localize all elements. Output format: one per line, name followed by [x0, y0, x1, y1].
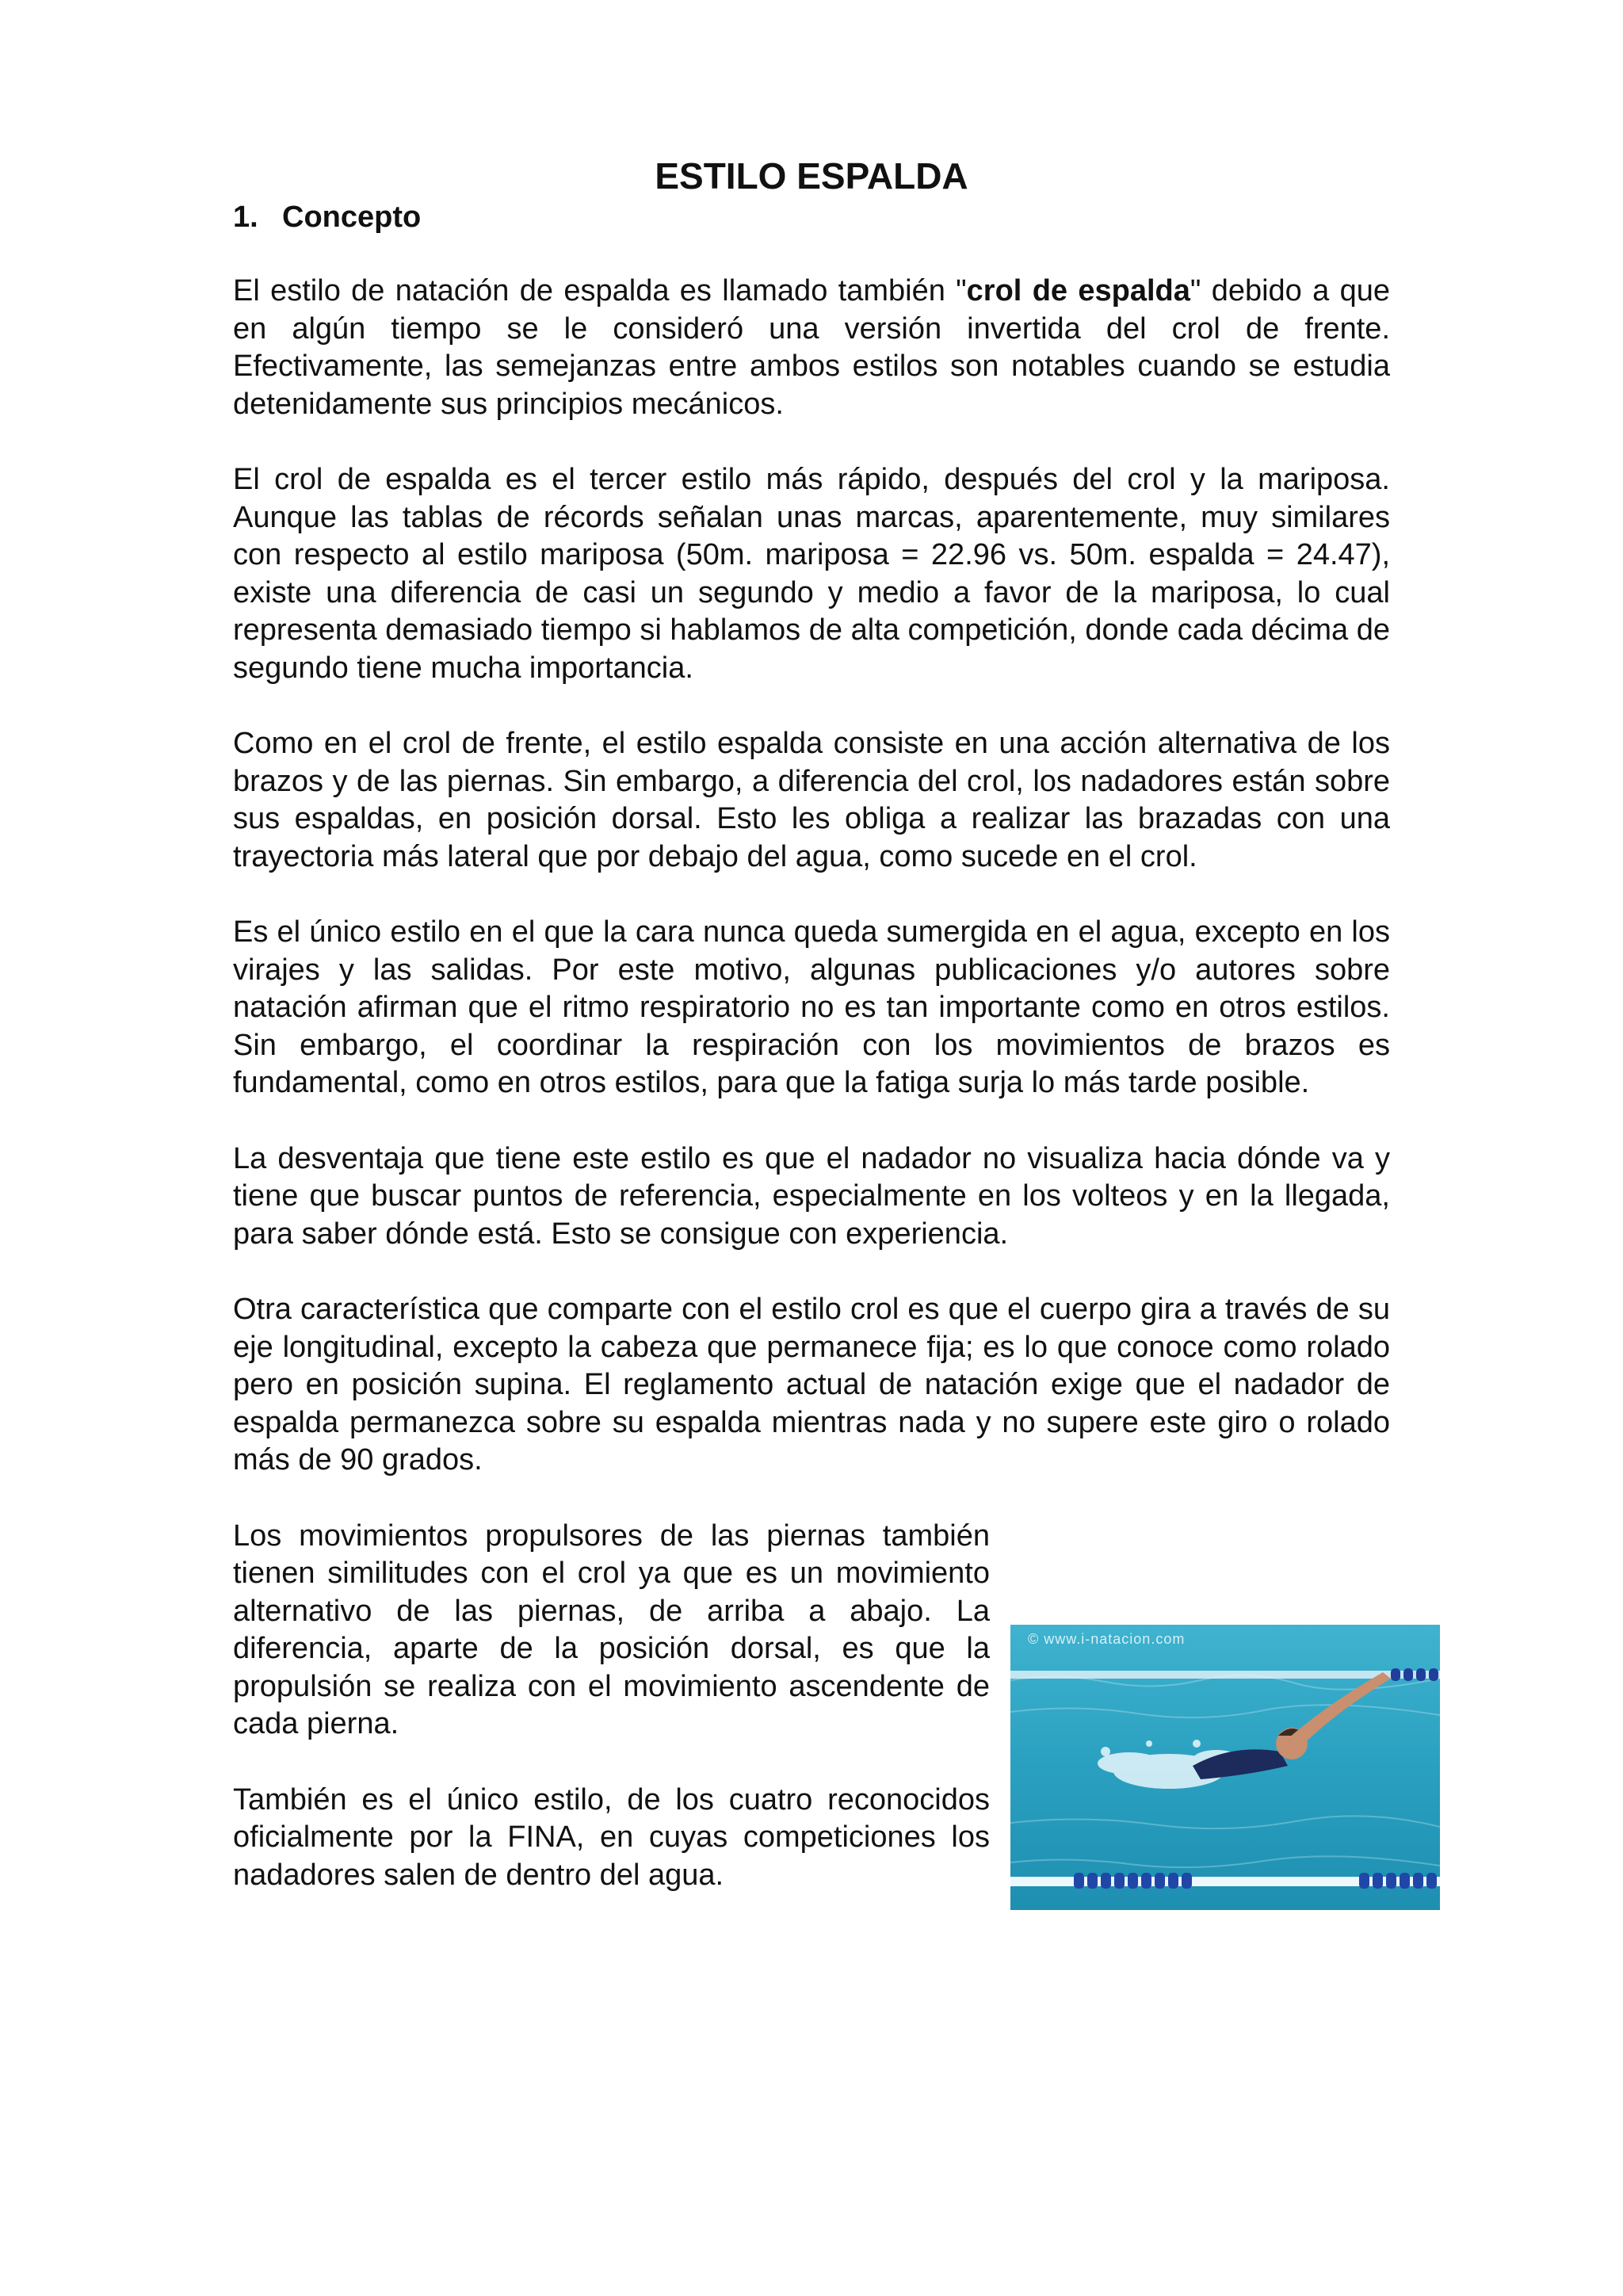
section-title: Concepto	[282, 201, 422, 234]
section-number: 1.	[233, 201, 258, 234]
paragraph-6: Otra característica que comparte con el estilo crol es que el cuerpo gira a través de su eje longitudinal, excepto la cabeza que permanece fija; es lo que conoce como rolado pero en posición supina. El reglamento actual de natación exige que el nadador de espalda permanezca sobre su espalda mientras nada y no supere este giro o rolado más de 90 grados.	[233, 1293, 1390, 1477]
paragraph-8: También es el único estilo, de los cuatro reconocidos oficialmente por la FINA, en cuyas competiciones los nadadores salen de dentro del agua.	[233, 1782, 990, 1892]
paragraph-1	[233, 273, 1390, 423]
paragraph-4: Es el único estilo en el que la cara nunca queda sumergida en el agua, excepto en los virajes y las salidas. Por este motivo, algunas publicaciones y/o autores sobre natación afirman que el ritmo respiratorio no es tan importante como en otros estilos. Sin embargo, el coordinar la respiración con los movimientos de brazos es fundamental, como en otros estilos, para que la fatiga surja lo más tarde posible.	[233, 915, 1390, 1099]
document-title: ESTILO ESPALDA	[655, 155, 968, 197]
section-heading	[233, 197, 421, 238]
paragraph-7: Los movimientos propulsores de las piernas también tienen similitudes con el crol ya que es un movimiento alternativo de las piernas, de arriba a abajo. La diferencia, aparte de la posición dorsal, es que la propulsión se realiza con el movimiento ascendente de cada pierna.	[233, 1519, 990, 1740]
paragraph-5: La desventaja que tiene este estilo es que el nadador no visualiza hacia dónde va y tiene que buscar puntos de referencia, especialmente en los volteos y en la llegada, para saber dónde está. Esto se consigue con experiencia.	[233, 1141, 1390, 1251]
swimmer-illustration	[1010, 1625, 1440, 1910]
photo-watermark: © www.i-natacion.com	[1028, 1631, 1186, 1647]
paragraph-1-text-start: El estilo de natación de espalda es llamado también "	[233, 274, 967, 308]
paragraph-1-text-end: " debido a que en algún tiempo se le consideró una versión invertida del crol de frente. Efectivamente, las semejanzas entre ambos estilos son notables cuando se estudia detenidamente sus principios mecánicos.	[233, 274, 1391, 421]
paragraph-2: El crol de espalda es el tercer estilo más rápido, después del crol y la mariposa. Aunque las tablas de récords señalan unas marcas, aparentemente, muy similares con respecto al estilo mariposa (50m. mariposa = 22.96 vs. 50m. espalda = 24.47), existe una diferencia de casi un segundo y medio a favor de la mariposa, lo cual representa demasiado tiempo si hablamos de alta competición, donde cada décima de segundo tiene mucha importancia.	[233, 463, 1390, 685]
backstroke-swimmer-photo	[1010, 1625, 1440, 1910]
paragraph-3: Como en el crol de frente, el estilo espalda consiste en una acción alternativa de los brazos y de las piernas. Sin embargo, a diferencia del crol, los nadadores están sobre sus espaldas, en posición dorsal. Esto les obliga a realizar las brazadas con una trayectoria más lateral que por debajo del agua, como sucede en el crol.	[233, 727, 1390, 873]
paragraph-1-bold-term: crol de espalda	[966, 274, 1190, 308]
